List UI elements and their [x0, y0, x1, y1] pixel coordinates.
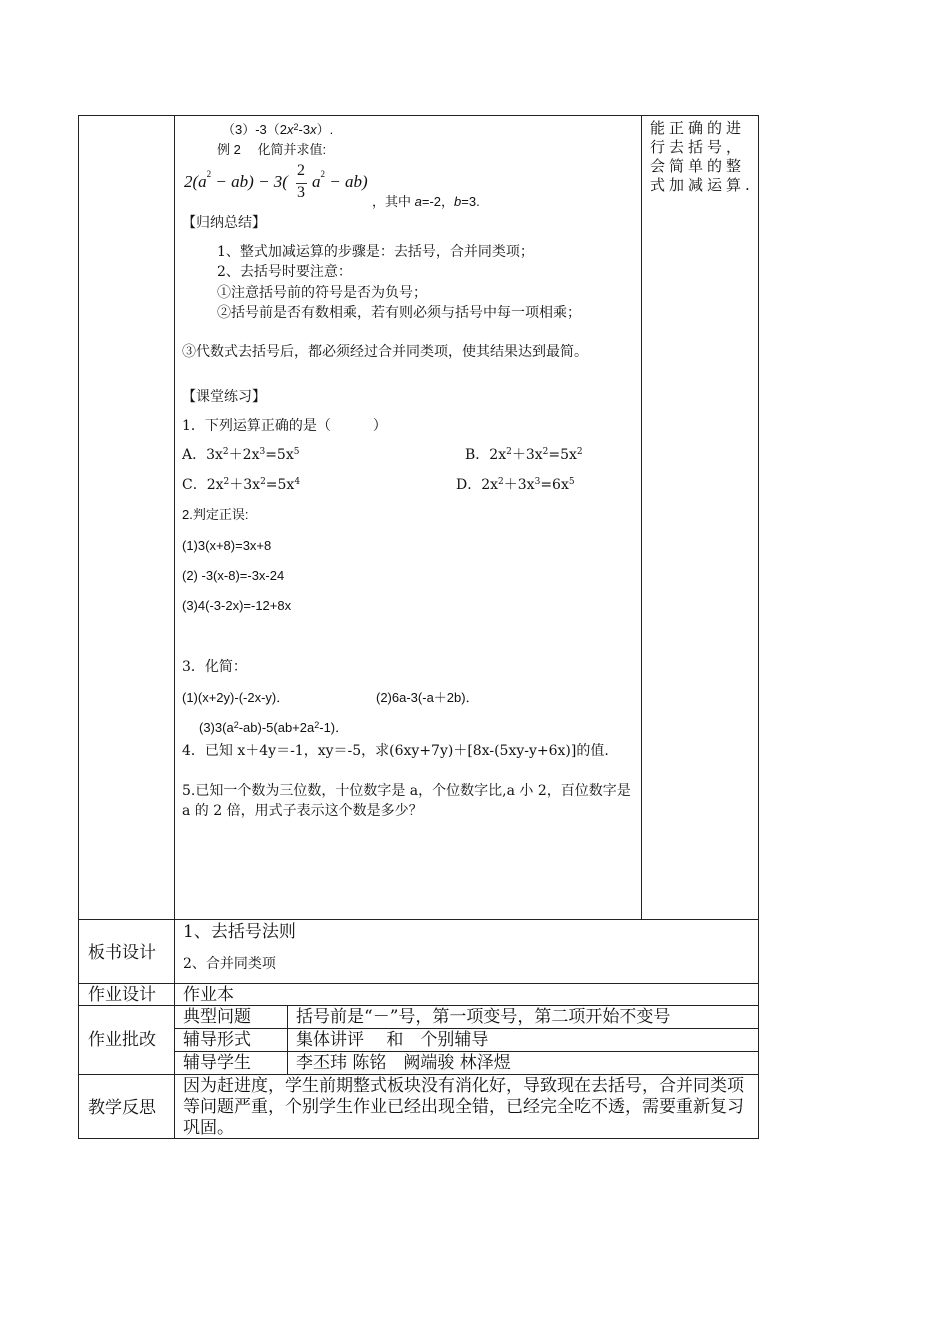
question-2-item-3: (3)4(-3-2x)=-12+8x [182, 598, 292, 613]
question-1-option-d: D．$2x^2+3x^3=6x^5$ [456, 477, 575, 493]
grading-key-1: 典型问题 [183, 1007, 251, 1027]
label-column-divider [174, 115, 175, 1139]
reflection-label: 教学反思 [88, 1098, 156, 1118]
board-line-2: 2、合并同类项 [183, 956, 276, 972]
question-1: 1．下列运算正确的是（ ） [182, 418, 387, 434]
question-2-item-1: (1)3(x+8)=3x+8 [182, 538, 272, 553]
table-left-border [78, 115, 79, 1139]
row-divider-reflection [78, 1074, 759, 1075]
question-1-option-a: A．$3x^2+2x^3=5x^5$ [182, 447, 300, 463]
summary-title: 【归纳总结】 [182, 215, 266, 231]
example-2-formula: $2(a^2 - ab) - 3$( 2 3 $a^2 - ab$) [184, 162, 368, 201]
question-4: 4．已知 x＋4y＝-1，xy＝-5，求(6xy+7y)＋[8x-(5xy-y+6x)]的值. [182, 743, 609, 759]
row-divider-homework [78, 983, 759, 984]
item-3: $(3)-3(2x^2-3x)$. [222, 122, 334, 137]
table-top-border [78, 115, 759, 116]
question-1-option-c: C．$2x^2+3x^2=5x^4$ [182, 477, 301, 493]
grading-value-3: 李丕玮 陈铭 阙端骏 林泽煜 [296, 1053, 511, 1073]
question-3-item-1: (1)(x+2y)-(-2x-y)． [182, 690, 290, 705]
summary-step-2b: ②括号前是否有数相乘，若有则必须与括号中每一项相乘； [217, 305, 581, 321]
summary-step-1: 1、整式加减运算的步骤是：去括号，合并同类项； [217, 244, 534, 260]
homework-value: 作业本 [183, 985, 234, 1005]
grading-value-1: 括号前是“－”号，第一项变号，第二项开始不变号 [296, 1007, 671, 1027]
board-design-label: 板书设计 [88, 943, 156, 963]
question-5: 5.已知一个数为三位数，十位数字是 a，个位数字比,a 小 2，百位数字是 a 的 2 倍，用式子表示这个数是多少？ [182, 783, 631, 819]
question-2-item-2: (2) -3(x-8)=-3x-24 [182, 568, 285, 583]
question-3-item-3: $(3)3(a^2-ab)-5(ab+2a^2-1)$． [199, 720, 349, 735]
grading-key-divider [287, 1005, 288, 1074]
grading-key-2: 辅导形式 [183, 1030, 251, 1050]
grading-label: 作业批改 [88, 1030, 156, 1050]
practice-title: 【课堂练习】 [182, 389, 266, 405]
table-right-border [758, 115, 759, 1139]
board-line-1: 1、去括号法则 [183, 922, 296, 942]
goal-column-divider [641, 115, 642, 920]
example-2-condition: ，其中 a=-2，b=3. [372, 194, 480, 209]
example-2-title: 例 2 化简并求值: [217, 142, 327, 157]
summary-step-2a: ①注意括号前的符号是否为负号； [217, 285, 427, 301]
row-divider-board [78, 919, 759, 920]
homework-label: 作业设计 [88, 985, 156, 1005]
grading-key-3: 辅导学生 [183, 1053, 251, 1073]
question-2: 2.判定正误: [182, 507, 249, 522]
question-3-item-2: (2)6a-3(-a＋2b)． [376, 690, 479, 705]
summary-step-2c: ③代数式去括号后，都必须经过合并同类项，使其结果达到最简。 [182, 344, 588, 360]
summary-step-2: 2、去括号时要注意： [217, 264, 352, 280]
teaching-goal: 能正确的进行去括号，会简单的整式加减运算. [650, 119, 754, 194]
question-3: 3．化简： [182, 659, 247, 675]
grading-value-2: 集体讲评 和 个别辅导 [296, 1030, 489, 1050]
reflection-text: 因为赶进度，学生前期整式板块没有消化好，导致现在去括号，合并同类项等问题严重，个别学生作业已经出现全错，已经完全吃不透，需要重新复习巩固。 [183, 1076, 744, 1138]
question-1-option-b: B．$2x^2+3x^2=5x^2$ [465, 447, 583, 463]
